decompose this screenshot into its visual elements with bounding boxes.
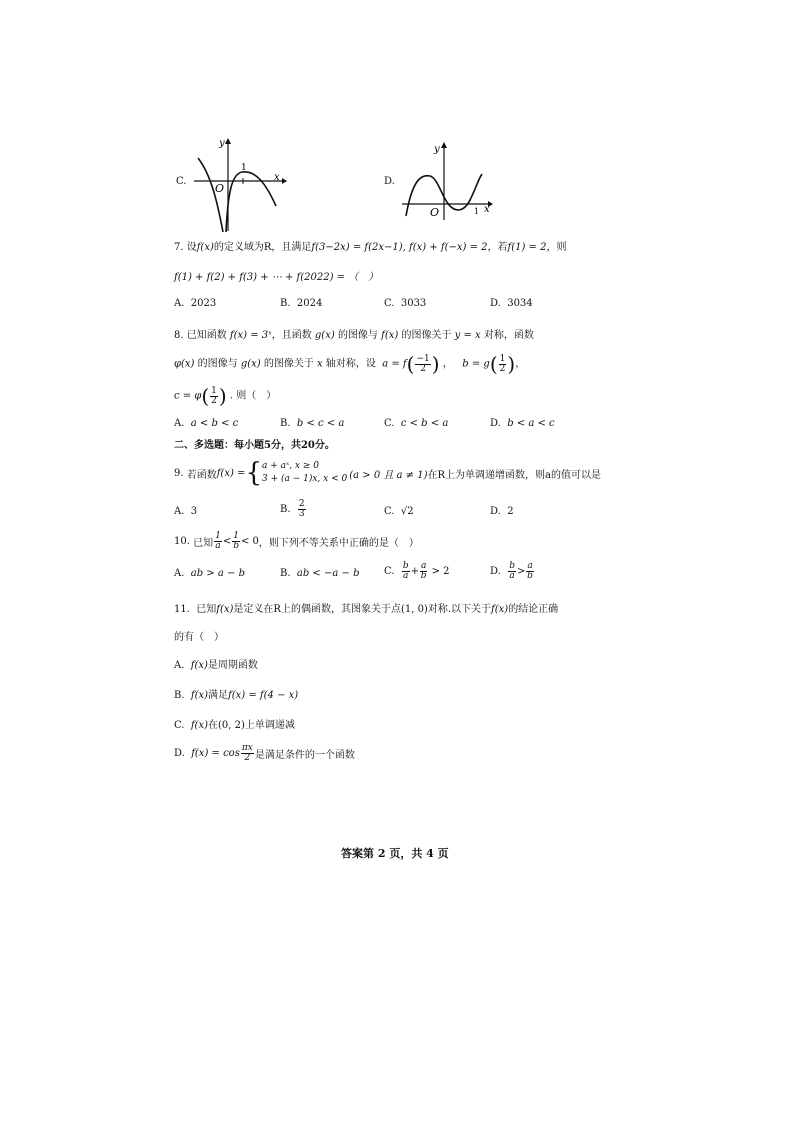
q8-line3: c = φ( $\frac{1}{2}$ ) . 则（ ） — [174, 384, 277, 408]
q9-option-b[interactable]: B. $\frac{2}{3}$ — [280, 499, 305, 519]
q8-b-def: b = g — [462, 358, 490, 370]
q8-option-d[interactable]: D. b < a < c — [490, 418, 555, 429]
q7-cond1: f(3−2x) = f(2x−1), f(x) + f(−x) = 2 — [311, 242, 488, 253]
graph-d-y-arrow — [441, 142, 447, 148]
q9-option-d[interactable]: D. 2 — [490, 506, 514, 517]
q10-line: 10. 已知 $\frac{1}{a}$ < $\frac{1}{b}$ < 0 ，则下列不等关系中正确的是（ ） — [174, 531, 419, 551]
q7-sep: ，若 — [487, 242, 508, 253]
q7-line1 — [174, 238, 566, 253]
graph-c-curve-left — [198, 158, 223, 232]
graph-c-tick-label: 1 — [241, 163, 247, 173]
q11-line2: 的有（ ） — [174, 632, 224, 643]
q8-line2: φ(x) 的图像与 g(x) 的图像关于 x 轴对称，设 a = f( $\frac{-1}{2}$ ) ， b = g( $\frac{1}{2}$ )， — [174, 352, 526, 376]
q8-a-def: a = f — [382, 358, 407, 370]
q7-option-b[interactable]: B. 2024 — [280, 298, 323, 309]
graph-c-y-arrow — [225, 138, 231, 144]
section-2-title: 二、多选题：每小题5分，共20分。 — [174, 440, 335, 451]
option-c-label: C. — [176, 176, 187, 187]
q10-option-a[interactable]: A. ab > a − b — [174, 568, 245, 579]
q7-cond2: f(1) = 2 — [507, 242, 547, 253]
q7-option-a[interactable]: A. 2023 — [174, 298, 217, 309]
graph-d-x-label: x — [484, 204, 490, 215]
q9-cases: a + aˣ, x ≥ 0 3 + (a − 1)x, x < 0 — [261, 461, 348, 484]
q8-half-c: $\frac{1}{2}$ — [211, 385, 217, 406]
option-d-label: D. — [384, 176, 395, 187]
graph-d-origin: O — [430, 206, 440, 219]
q7-expr: f(1) + f(2) + f(3) + ⋯ + f(2022) = （ ） — [174, 272, 379, 283]
q11-option-d[interactable]: D. f(x) = cos $\frac{\pi x}{2}$ 是满足条件的一个函数 — [174, 743, 355, 763]
q8-option-c[interactable]: C. c < b < a — [384, 418, 449, 429]
q11-option-b[interactable]: B. f(x)满足f(x) = f(4 − x) — [174, 690, 299, 701]
q7-option-d[interactable]: D. 3034 — [490, 298, 533, 309]
q8-number: 8. — [174, 330, 184, 341]
graph-d-y-label: y — [434, 144, 440, 155]
graph-c — [190, 136, 290, 236]
q11-number: 11. — [174, 604, 190, 615]
q7-intro: 设 — [186, 242, 197, 253]
graph-c-x-arrow — [282, 178, 287, 184]
page-footer: 答案第 2 页，共 4 页 — [341, 847, 449, 860]
q9-number: 9. — [174, 467, 184, 479]
q9-line: 9. 若函数 f(x) = { a + aˣ, x ≥ 0 3 + (a − 1)x, x < 0 (a > 0 且 a ≠ 1) 在R上为单调递增函数，则a的值可以是 — [174, 458, 601, 488]
q10-option-b[interactable]: B. ab < −a − b — [280, 568, 360, 579]
q10-option-d[interactable]: D. $\frac{b}{a}$ > $\frac{a}{b}$ — [490, 561, 533, 581]
q7-fx: f(x) — [196, 242, 214, 253]
q9-option-a[interactable]: A. 3 — [174, 506, 198, 517]
q8-c-def: c = φ — [174, 390, 202, 402]
q11-line1: 11. 已知f(x)是定义在R上的偶函数，其图象关于点(1, 0)对称.以下关于f(x)的结论正确 — [174, 604, 559, 615]
q8-line1: 8. 已知函数 f(x) = 3ˣ，且函数 g(x) 的图像与 f(x) 的图像关于 y = x 对称，函数 — [174, 330, 534, 341]
q9-option-c[interactable]: C. √2 — [384, 506, 414, 517]
q8-fx: f(x) = 3ˣ — [229, 330, 272, 341]
q10-option-c[interactable]: C. $\frac{b}{a}$ + $\frac{a}{b}$ > 2 — [384, 561, 450, 581]
q7-tail: ，则 — [546, 242, 567, 253]
q8-neg-half: $\frac{-1}{2}$ — [416, 353, 430, 374]
q7-option-c[interactable]: C. 3033 — [384, 298, 427, 309]
q8-option-b[interactable]: B. b < c < a — [280, 418, 345, 429]
q7-domain-text: 的定义域为R，且满足 — [213, 242, 312, 253]
q10-number: 10. — [174, 536, 190, 547]
graph-d — [398, 140, 498, 222]
q11-option-a[interactable]: A. f(x)是周期函数 — [174, 660, 258, 671]
q8-half-b: $\frac{1}{2}$ — [499, 353, 506, 374]
graph-c-y-label: y — [219, 138, 225, 149]
q8-option-a[interactable]: A. a < b < c — [174, 418, 239, 429]
graph-c-x-label: x — [274, 172, 280, 183]
q7-number: 7. — [174, 242, 184, 253]
q11-option-c[interactable]: C. f(x)在(0, 2)上单调递减 — [174, 720, 295, 731]
graph-c-origin: O — [215, 182, 225, 195]
graph-d-tick-label: 1 — [474, 207, 480, 216]
